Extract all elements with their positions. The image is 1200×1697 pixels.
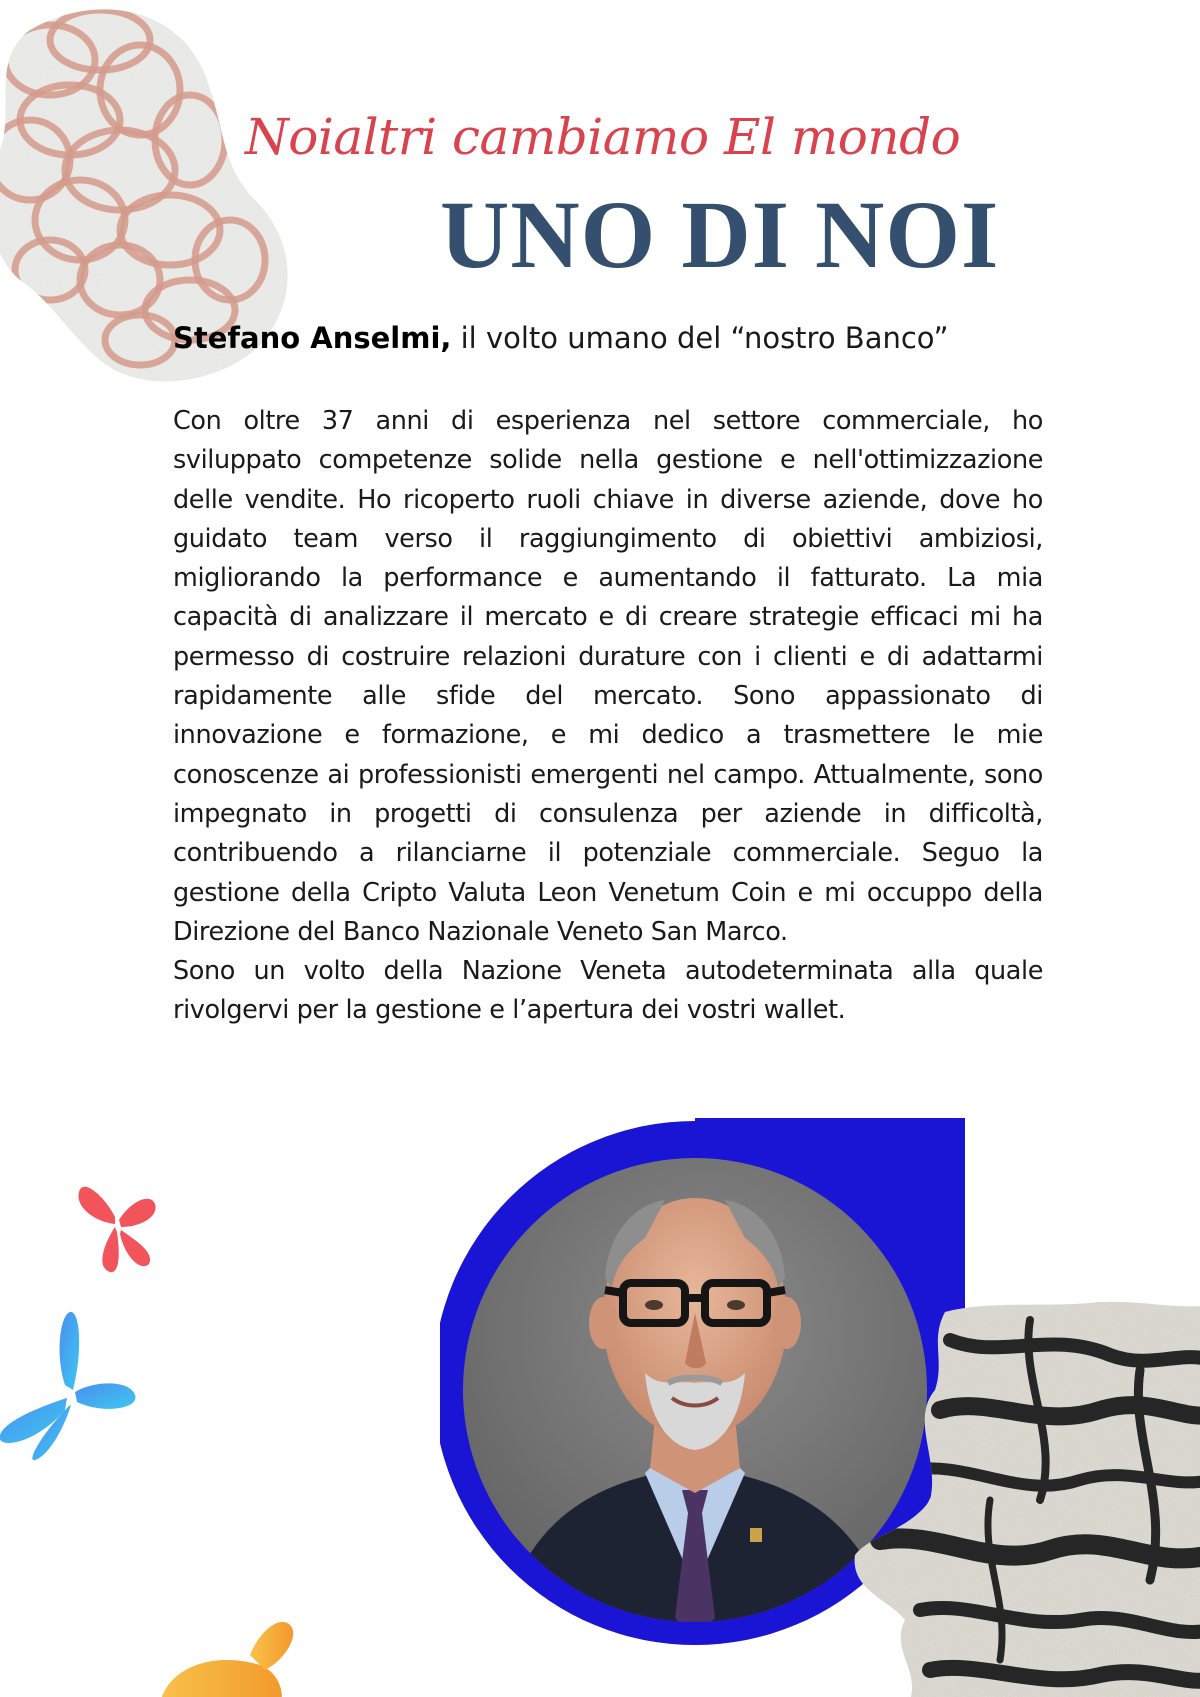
subtitle: [173, 318, 1073, 358]
blue-butterfly-icon: [0, 1310, 140, 1470]
decorative-torn-paper: [850, 1300, 1200, 1697]
biography-paragraph-1: Con oltre 37 anni di esperienza nel settore commerciale, ho sviluppato competenze solide nella gestione e nell'ottimizzazione delle vendite. Ho ricoperto ruoli chiave in diverse aziende, dove ho guidato team verso il raggiungimento di obiettivi ambiziosi, migliorando la performance e aumentando il fatturato. La mia capacità di analizzare il mercato e di creare strategie efficaci mi ha permesso di costruire relazioni durature con i clienti e di adattarmi rapidamente alle sfide del mercato. Sono appassionato di innovazione e formazione, e mi dedico a trasmettere le mie conoscenze ai professionisti emergenti nel campo. Attualmente, sono impegnato in progetti di consulenza per aziende in difficoltà, contribuendo a rilanciarne il potenziale commerciale. Seguo la gestione della Cripto Valuta Leon Venetum Coin e mi occuppo della Direzione del Banco Nazionale Veneto San Marco.: [173, 406, 1043, 947]
biography-paragraph-2: Sono un volto della Nazione Veneta autodeterminata alla quale rivolgervi per la gestione e l’apertura dei vostri wallet.: [173, 956, 1043, 1026]
biography: [173, 402, 1043, 1031]
yellow-flower-icon: [150, 1615, 310, 1697]
tagline: Noialtri cambiamo El mondo: [245, 108, 961, 166]
person-name: Stefano Anselmi,: [173, 321, 452, 355]
subtitle-description: il volto umano del “nostro Banco”: [451, 321, 949, 355]
red-butterfly-icon: [75, 1172, 160, 1282]
page-title: UNO DI NOI: [440, 181, 1000, 288]
